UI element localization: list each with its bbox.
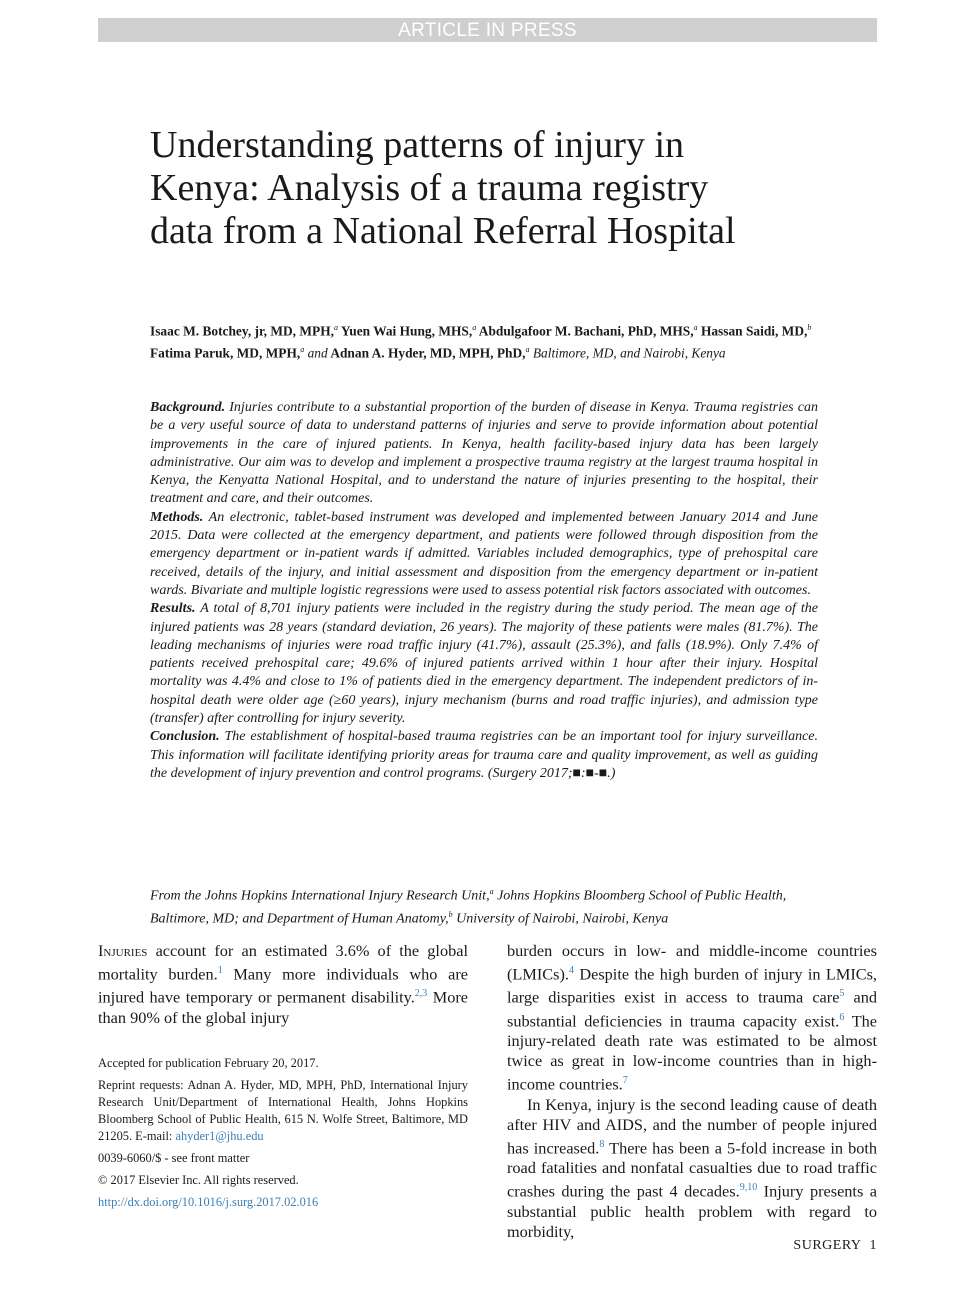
affiliation-text: Johns Hopkins Bloomberg School of Public Health, Baltimore, MD; and Department of Human Anatomy, [150, 888, 787, 927]
affiliation-marker: b [448, 909, 453, 919]
body-text: Many more individuals who are injured have temporary or permanent disability. [98, 964, 468, 1007]
affiliation-marker: a [472, 323, 477, 332]
author-location: Baltimore, MD, and Nairobi, Kenya [532, 345, 726, 361]
page-number: 1 [869, 1238, 877, 1253]
copyright-line: © 2017 Elsevier Inc. All rights reserved. [98, 1173, 299, 1187]
body-column-right [507, 941, 877, 1242]
author-name: Fatima Paruk, MD, MPH, [150, 345, 301, 361]
body-text: There has been a 5-fold increase in both road fatalities and nonfatal casualties due to road traffic crashes during the past 4 decades. [507, 1138, 878, 1201]
abstract-background [150, 399, 818, 509]
affiliation-marker: a [300, 345, 305, 355]
body-text: and substantial deficiencies in trauma capacity exist. [507, 987, 877, 1031]
author-name: Hassan Saidi, MD, [700, 323, 808, 339]
abstract-text: The establishment of hospital-based trauma registries can be an important tool for injury surveillance. This information will facilitate identifying priority areas for trauma care and quality improvement, as well as guiding the development of injury prevention and control programs. (Surgery 2017;■:■-■.) [150, 729, 819, 781]
body-paragraph [507, 941, 877, 1095]
citation-link[interactable]: 2,3 [414, 988, 428, 1000]
affiliation-marker: a [333, 323, 338, 332]
author-name: Yuen Wai Hung, MHS, [340, 323, 473, 339]
issn-line: 0039-6060/$ - see front matter [98, 1151, 250, 1165]
author-name: Adnan A. Hyder, MD, MPH, PhD, [330, 345, 526, 361]
affiliation-marker: a [525, 345, 530, 355]
affiliation-marker: a [489, 887, 494, 896]
author-list [150, 318, 830, 363]
reprint-requests [98, 1077, 468, 1145]
abstract [150, 399, 818, 783]
doi-link[interactable]: http://dx.doi.org/10.1016/j.surg.2017.02.016 [98, 1195, 319, 1209]
article-in-press-banner: ARTICLE IN PRESS [98, 18, 877, 42]
abstract-methods [150, 509, 818, 600]
citation-link[interactable]: 4 [568, 965, 574, 976]
affiliation-marker: b [807, 323, 812, 332]
body-paragraph [507, 1095, 877, 1242]
affiliation-text: University of Nairobi, Nairobi, Kenya [456, 911, 669, 927]
affiliation-marker: a [693, 323, 698, 332]
body-text: account for an estimated 3.6% of the global mortality burden. [98, 941, 468, 984]
citation-link[interactable]: 7 [622, 1075, 628, 1087]
page-footer [793, 1238, 877, 1254]
affiliation-note [150, 883, 818, 928]
abstract-heading: Methods. [150, 509, 204, 525]
author-conjunction: and [307, 345, 328, 361]
abstract-conclusion [150, 728, 818, 783]
journal-name: SURGERY [793, 1238, 862, 1253]
abstract-text: A total of 8,701 injury patients were included in the registry during the study period. The mean age of the injured patients was 28 years (standard deviation, 26 years). The majority of these patients were males (81.7%). The leading mechanisms of injuries were road traffic injury (41.7%), assault (25.3%), and falls (18.9%). Only 7.4% of patients received prehospital care; 49.6% of injured patients arrived within 1 hour after their injury. Hospital mortality was 4.4% and close to 1% of patients died in the emergency department. The independent predictors of in-hospital death were older age (≥60 years), injury mechanism (burns and road traffic injuries), and admission type (transfer) after controlling for injury severity. [150, 601, 818, 727]
body-paragraph [98, 941, 468, 1028]
abstract-heading: Results. [150, 601, 196, 617]
author-name: Abdulgafoor M. Bachani, PhD, MHS, [478, 323, 694, 339]
body-column-left [98, 941, 468, 1028]
body-text: In Kenya, injury is the second leading cause of death after HIV and AIDS, and the number of people injured has increased. [507, 1094, 877, 1158]
accepted-date: Accepted for publication February 20, 2017. [98, 1056, 319, 1070]
author-name: Isaac M. Botchey, jr, MD, MPH, [150, 323, 334, 339]
abstract-results [150, 600, 818, 728]
body-text: burden occurs in low- and middle-income countries (LMICs). [507, 941, 877, 984]
abstract-text: Injuries contribute to a substantial proportion of the burden of disease in Kenya. Trauma registries can be a very useful source of data to understand patterns of injuries and serve to provide information about potential improvements in the care of injured patients. In Kenya, health facility-based injury data has been largely administrative. Our aim was to develop and implement a prospective trauma registry at the largest trauma hospital in Kenya, the Kenyatta National Hospital, and to understand the nature of injuries presenting to the hospital, their treatment and care, and their outcomes. [150, 400, 819, 507]
body-text: More than 90% of the global injury [98, 987, 468, 1027]
affiliation-text: From the Johns Hopkins International Injury Research Unit, [150, 888, 490, 904]
article-title: Understanding patterns of injury in Kenya: Analysis of a trauma registry data from a National Referral Hospital [150, 124, 736, 252]
body-text: Injury presents a substantial public health problem with regard to morbidity, [507, 1181, 877, 1241]
article-notes [98, 1055, 468, 1211]
abstract-heading: Background. [150, 400, 226, 415]
lead-word: Injuries [98, 941, 148, 960]
citation-link[interactable]: 6 [839, 1011, 845, 1023]
reprint-text: Reprint requests: Adnan A. Hyder, MD, MPH, PhD, International Injury Research Unit/Department of International Health, Johns Hopkins Bloomberg School of Public Health, 615 N. Wolfe Street, Baltimore, MD 21205. E-mail: [98, 1078, 468, 1143]
citation-link[interactable]: 5 [839, 988, 845, 1000]
citation-link[interactable]: 8 [599, 1138, 605, 1150]
body-text: Despite the high burden of injury in LMICs, large disparities exist in access to trauma care [507, 964, 878, 1007]
citation-link[interactable]: 9,10 [739, 1182, 758, 1194]
email-link[interactable]: ahyder1@jhu.edu [175, 1129, 264, 1143]
abstract-heading: Conclusion. [150, 729, 220, 745]
citation-link[interactable]: 1 [217, 965, 223, 976]
body-text: The injury-related death rate was estimated to be almost twice as great in low-income countries than in high-income countries. [507, 1011, 878, 1094]
abstract-text: An electronic, tablet-based instrument was developed and implemented between January 2014 and June 2015. Data were collected at the emergency department, and patients were followed through disposition from the emergency department or in-patient wards if admitted. Variables included demographics, type of prehospital care received, details of the injury, and initial assessment and disposition from the emergency department or in-patient wards. Bivariate and multiple logistic regressions were used to assess potential risk factors associated with outcomes. [150, 509, 818, 598]
